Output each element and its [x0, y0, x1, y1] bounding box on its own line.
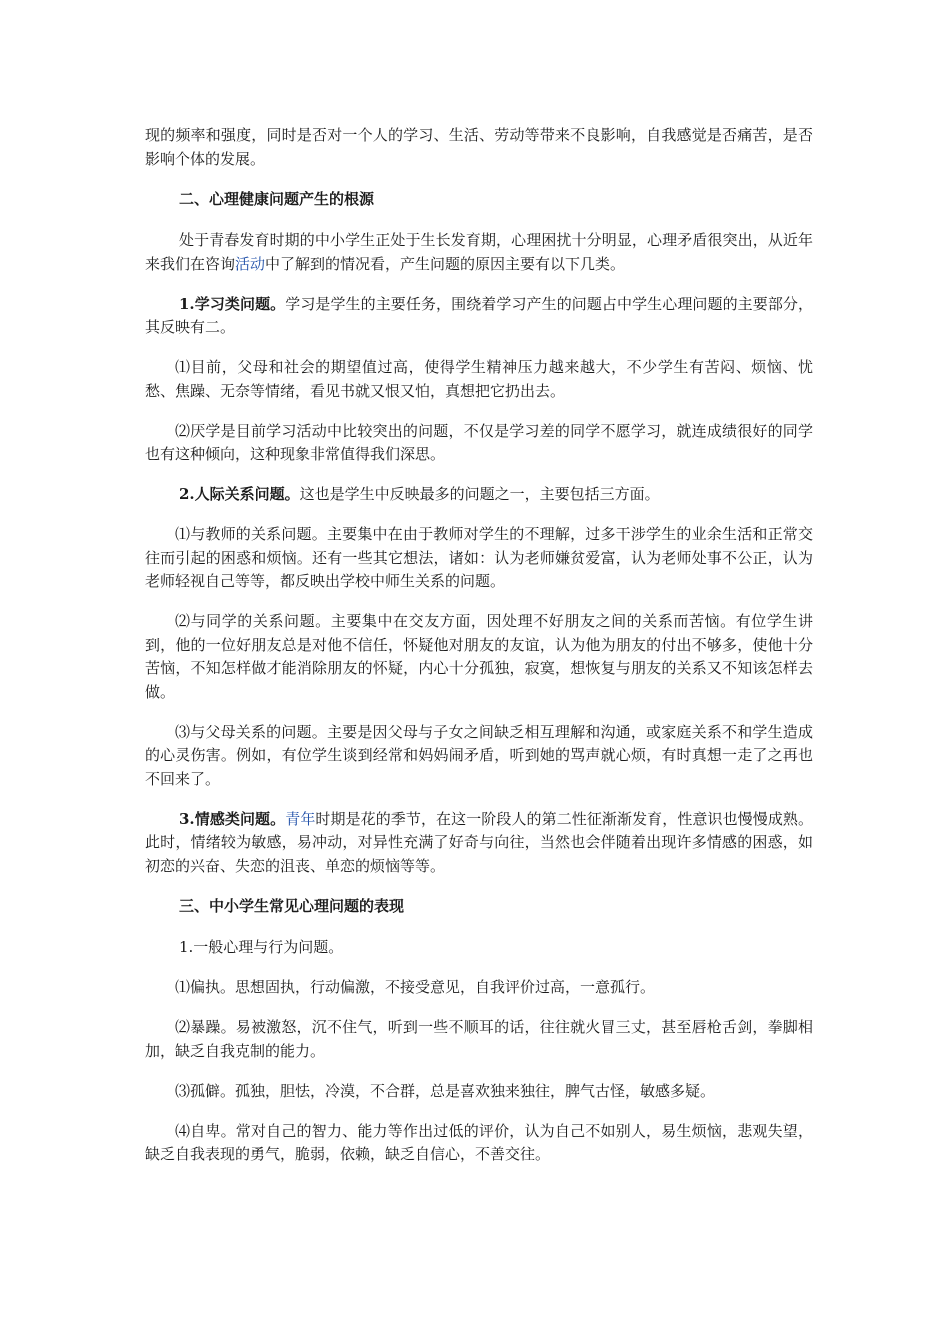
relationship-item-1: ⑴与教师的关系问题。主要集中在由于教师对学生的不理解，过多干涉学生的业余生活和正常交往而引起的困惑和烦恼。还有一些其它想法，诸如：认为老师嫌贫爱富，认为老师处事不公正，认为老师轻视自己等等，都反映出学校中师生关系的问题。 [145, 525, 813, 590]
general-problem-item-2: ⑵暴躁。易被激怒，沉不住气，听到一些不顺耳的话，往往就火冒三丈，甚至唇枪舌剑，拳脚相加，缺乏自我克制的能力。 [145, 1018, 813, 1060]
study-problems-paragraph [145, 293, 813, 340]
emotional-problems-lead: 3.情感类问题。 [179, 809, 286, 828]
paragraph-continuation: 现的频率和强度，同时是否对一个人的学习、生活、劳动等带来不良影响，自我感觉是否痛苦，是否影响个体的发展。 [145, 126, 813, 168]
document-page [145, 124, 813, 1183]
youth-link[interactable]: 青年 [285, 809, 316, 828]
relationship-item-3: ⑶与父母关系的问题。主要是因父母与子女之间缺乏相互理解和沟通，或家庭关系不和学生造成的心灵伤害。例如，有位学生谈到经常和妈妈闹矛盾，听到她的骂声就心烦，有时真想一走了之再也不回来了。 [145, 722, 813, 788]
general-problem-item-3: ⑶孤僻。孤独，胆怯，冷漠，不合群，总是喜欢独来独往，脾气古怪，敏感多疑。 [175, 1081, 716, 1100]
study-problem-item-2: ⑵厌学是目前学习活动中比较突出的问题，不仅是学习差的同学不愿学习，就连成绩很好的同学也有这种倾向，这种现象非常值得我们深思。 [145, 421, 813, 463]
paragraph-text: 中了解到的情况看，产生问题的原因主要有以下几类。 [265, 254, 626, 273]
relationship-item-2: ⑵与同学的关系问题。主要集中在交友方面，因处理不好朋友之间的关系而苦恼。有位学生讲到，他的一位好朋友总是对他不信任，怀疑他对朋友的友谊，认为他为朋友的付出不够多，使他十分苦恼，不知怎样做才能消除朋友的怀疑，内心十分孤独，寂寞，想恢复与朋友的关系又不知该怎样去做。 [145, 612, 813, 701]
paragraph-text: 时期是花的季节，在这一阶段人的第二性征渐渐发育，性意识也慢慢成熟。此时，情绪较为敏感，易冲动，对异性充满了好奇与向往，当然也会伴随着出现许多情感的困惑，如初恋的兴奋、失恋的沮丧、单恋的烦恼等等。 [145, 809, 813, 875]
general-problem-item-1: ⑴偏执。思想固执，行动偏激，不接受意见，自我评价过高，一意孤行。 [175, 978, 656, 996]
paragraph-origins [145, 229, 813, 276]
general-problem-item-4: ⑷自卑。常对自己的智力、能力等作出过低的评价，认为自己不如别人，易生烦恼，悲观失望，缺乏自我表现的勇气，脆弱，依赖，缺乏自信心，不善交往。 [145, 1121, 813, 1163]
relationship-problems-lead: 2.人际关系问题。 [179, 485, 300, 503]
section-heading-3: 三、中小学生常见心理问题的表现 [179, 896, 405, 915]
activity-link[interactable]: 活动 [235, 254, 266, 273]
paragraph-text: 学习是学生的主要任务，围绕着学习产生的问题占中学生心理问题的主要部分，其反映有二。 [145, 294, 813, 336]
general-problems-heading: 1.一般心理与行为问题。 [179, 938, 344, 956]
study-problem-item-1: ⑴目前，父母和社会的期望值过高，使得学生精神压力越来越大，不少学生有苦闷、烦恼、忧愁、焦躁、无奈等情绪，看见书就又恨又怕，真想把它扔出去。 [145, 358, 813, 400]
emotional-problems-paragraph [145, 808, 813, 879]
study-problems-lead: 1.学习类问题。 [179, 294, 286, 313]
section-heading-2: 二、心理健康问题产生的根源 [179, 189, 375, 208]
paragraph-text: 处于青春发育时期的中小学生正处于生长发育期，心理困扰十分明显，心理矛盾很突出，从近年来我们在咨询 [145, 231, 813, 273]
relationship-problems-paragraph [145, 483, 813, 507]
paragraph-text: 这也是学生中反映最多的问题之一，主要包括三方面。 [299, 485, 660, 503]
